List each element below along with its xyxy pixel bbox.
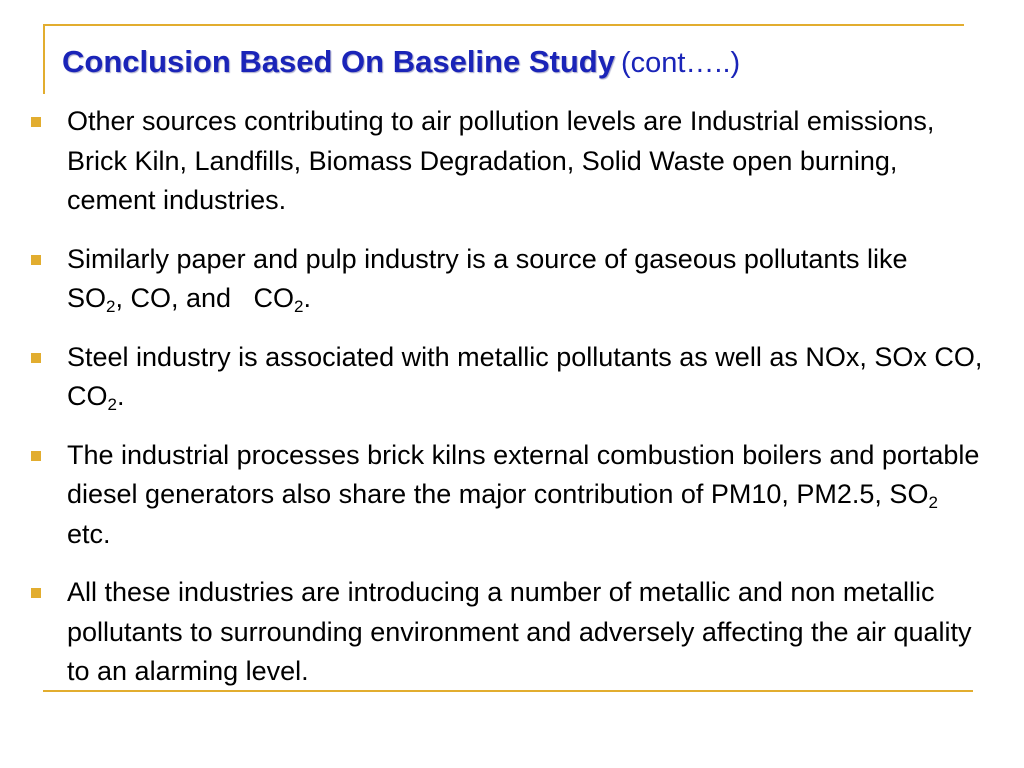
bullet-item	[27, 573, 987, 692]
bullet-text	[67, 440, 979, 549]
subscript: 2	[106, 297, 116, 316]
bullet-text: All these industries are introducing a number of metallic and non metallic pollutants to surrounding environment and adversely affecting the air quality to an alarming level.	[67, 577, 972, 686]
bullet-text-part: , CO, and CO	[115, 283, 295, 313]
bullet-text-part: Similarly paper and pulp industry is a source of gaseous pollutants like SO	[67, 243, 908, 313]
slide-title	[62, 42, 740, 83]
bullet-square-icon	[31, 451, 41, 461]
bullet-square-icon	[31, 255, 41, 265]
slide-title-continued: (cont…..)	[620, 47, 741, 79]
bullet-item	[27, 338, 987, 417]
frame-left-rule	[43, 24, 45, 94]
bullet-text	[67, 342, 982, 412]
bullet-text-part: etc.	[67, 518, 111, 549]
subscript: 2	[294, 297, 304, 316]
bullet-item	[27, 436, 987, 555]
bullet-item	[27, 102, 987, 221]
bullet-list	[27, 102, 987, 711]
slide-title-main: Conclusion Based On Baseline Study	[62, 44, 615, 79]
bullet-item	[27, 240, 987, 319]
bullet-text-part: .	[303, 283, 312, 313]
bullet-square-icon	[31, 117, 41, 127]
subscript: 2	[928, 493, 938, 512]
bullet-text	[67, 244, 907, 314]
bullet-text: Other sources contributing to air pollution levels are Industrial emissions, Brick Kiln, Landfills, Biomass Degradation, Solid Waste open burning, cement industries.	[67, 106, 935, 215]
bullet-text-part: .	[116, 381, 125, 411]
bullet-square-icon	[31, 353, 41, 363]
bullet-square-icon	[31, 588, 41, 598]
bullet-text-part: Steel industry is associated with metallic pollutants as well as NOx, SOx CO, CO	[67, 341, 983, 411]
bullet-text-part: The industrial processes brick kilns external combustion boilers and portable diesel generators also share the major contribution of PM10, PM2.5, SO	[67, 439, 980, 509]
frame-bottom-rule	[43, 690, 973, 692]
frame-top-rule	[43, 24, 964, 26]
subscript: 2	[107, 395, 117, 414]
